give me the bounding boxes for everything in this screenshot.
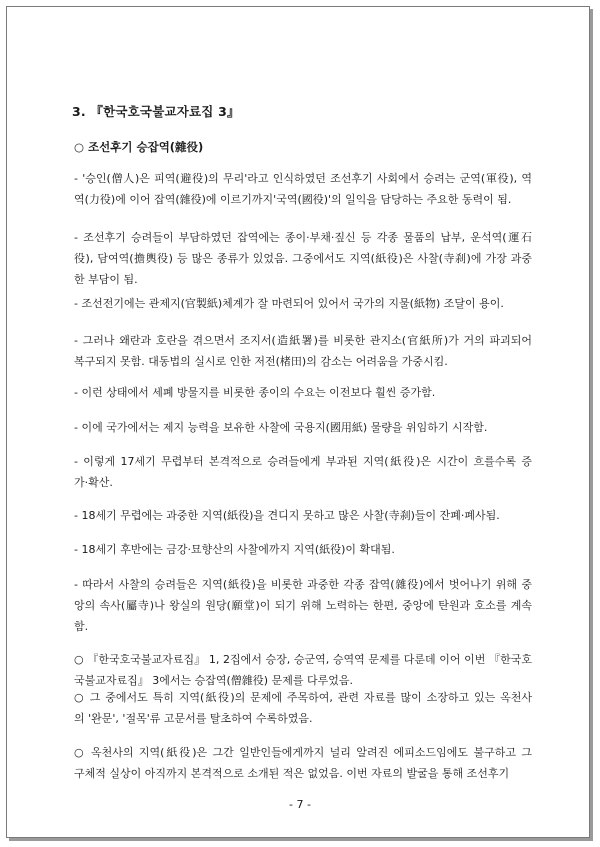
paragraph-line: - 따라서 사찰의 승려들은 지역(紙役)을 비롯한 과중한 각종 잡역(雜役)에서 벗어나기 위해 중: [74, 578, 532, 591]
paragraph-line: 구체적 실상이 아직까지 본격적으로 소개된 적은 없었음. 이번 자료의 발굴을 통해 조선후기: [74, 767, 510, 780]
paragraph: [74, 687, 532, 729]
paragraph-line: 역(力役)에 이어 잡역(雜役)에 이르기까지'국역(國役)'의 일익을 담당하는 주요한 동력이 됨.: [74, 193, 512, 206]
paragraph: [74, 505, 532, 526]
paragraph: [74, 293, 532, 314]
paragraph-line: 한 부담이 됨.: [74, 273, 138, 286]
paragraph: [74, 539, 532, 560]
paragraph-line: ○ 그 중에서도 특히 지역(紙役)의 문제에 주목하여, 관련 자료를 많이 소장하고 있는 옥천사: [74, 691, 532, 704]
paragraph: [74, 451, 532, 493]
paragraph-line: - 그러나 왜란과 호란을 겪으면서 조지서(造紙署)를 비롯한 관지소(官紙所)가 거의 파괴되어: [74, 334, 532, 347]
paragraph-line: ○ 『한국호국불교자료집』 1, 2집에서 승장, 승군역, 승역역 문제를 다룬데 이어 이번 『한국호: [74, 653, 532, 666]
section-subheading: ○ 조선후기 승잡역(雜役): [74, 140, 204, 154]
paragraph-line: - 조선후기 승려들이 부담하였던 잡역에는 종이·부채·짚신 등 각종 물품의 납부, 운석역(運石: [74, 231, 532, 244]
paragraph-line: - 18세기 무렵에는 과중한 지역(紙役)을 견디지 못하고 많은 사찰(寺刹)들이 잔폐·폐사됨.: [74, 509, 500, 522]
paragraph: [74, 227, 532, 290]
paragraph-line: 함.: [74, 620, 89, 633]
paragraph-line: - 18세기 후반에는 금강·묘향산의 사찰에까지 지역(紙役)이 확대됨.: [74, 543, 395, 556]
paragraph-line: - 이런 상태에서 세폐 방물지를 비롯한 종이의 수요는 이전보다 훨씬 증가함.: [74, 386, 436, 399]
section-heading: 3. 『한국호국불교자료집 3』: [72, 104, 240, 119]
paragraph: [74, 330, 532, 372]
paragraph-line: 앙의 속사(屬寺)나 왕실의 원당(願堂)이 되기 위해 노력하는 한편, 중앙에 탄원과 호소를 계속: [74, 599, 532, 612]
paragraph-line: 가·확산.: [74, 476, 113, 489]
paragraph: [74, 168, 532, 210]
paragraph-line: 의 '완문', '절목'류 고문서를 탈초하여 수록하였음.: [74, 712, 313, 725]
paragraph-line: ○ 옥천사의 지역(紙役)은 그간 일반인들에게까지 널리 알려진 에피소드임에도 불구하고 그: [74, 746, 532, 759]
paragraph-line: - '승인(僧人)은 피역(避役)의 무리'라고 인식하였던 조선후기 사회에서 승려는 군역(軍役), 역: [74, 172, 532, 185]
paragraph: [74, 574, 532, 637]
paragraph-line: 복구되지 못함. 대동법의 실시로 인한 저전(楮田)의 감소는 어려움을 가중시킴.: [74, 355, 448, 368]
paragraph-line: - 조선전기에는 관제지(官製紙)체계가 잘 마련되어 있어서 국가의 지물(紙物) 조달이 용이.: [74, 297, 504, 310]
paragraph: [74, 382, 532, 403]
paragraph: [74, 742, 532, 784]
paragraph-line: - 이에 국가에서는 제지 능력을 보유한 사찰에 국용지(國用紙) 물량을 위임하기 시작함.: [74, 421, 488, 434]
paragraph-line: 국불교자료집』 3에서는 승잡역(僧雜役) 문제를 다루었음.: [74, 674, 353, 687]
paragraph: [74, 649, 532, 691]
paragraph-line: 役), 담여역(擔輿役) 등 많은 종류가 있었음. 그중에서도 지역(紙役)은 사찰(寺刹)에 가장 과중: [74, 252, 532, 265]
paragraph: [74, 417, 532, 438]
page-number: - 7 -: [289, 798, 311, 811]
paragraph-line: - 이렇게 17세기 무렵부터 본격적으로 승려들에게 부과된 지역(紙役)은 시간이 흐를수록 증: [74, 455, 532, 468]
